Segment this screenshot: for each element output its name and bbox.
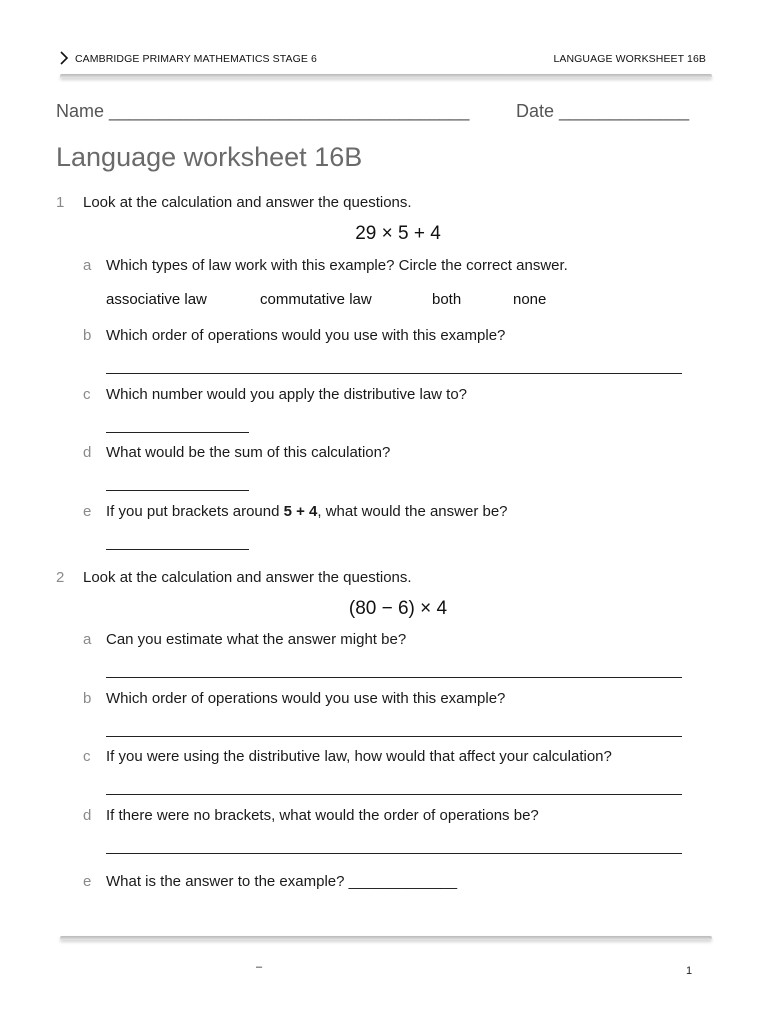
q1e-text-after: , what would the answer be? [317, 503, 508, 520]
date-label: Date [516, 101, 555, 121]
q2b-letter: b [83, 690, 92, 707]
page-title: Language worksheet 16B [56, 142, 363, 172]
q2a-text: Can you estimate what the answer might be? [106, 631, 407, 648]
question-1-prompt: Look at the calculation and answer the questions. [83, 194, 412, 211]
question-2-calculation: (80 − 6) × 4 [348, 598, 448, 619]
q2a-letter: a [83, 631, 92, 648]
q1b-text: Which order of operations would you use with this example? [106, 327, 506, 344]
q1d-text: What would be the sum of this calculation? [106, 444, 391, 461]
q1b-answer-line[interactable] [106, 373, 682, 374]
q2c-text: If you were using the distributive law, how would that affect your calculation? [106, 748, 612, 765]
q1c-answer-line[interactable] [106, 432, 249, 433]
q2d-letter: d [83, 807, 92, 824]
q1c-letter: c [83, 386, 91, 403]
q1a-letter: a [83, 257, 92, 274]
q2e-question: What is the answer to the example? [106, 873, 345, 890]
option-both[interactable]: both [432, 291, 462, 308]
q1a-text: Which types of law work with this example? Circle the correct answer. [106, 257, 568, 274]
q1b-letter: b [83, 327, 92, 344]
question-1-calculation: 29 × 5 + 4 [355, 223, 441, 244]
q1e-answer-line[interactable] [106, 549, 249, 550]
option-associative-law[interactable]: associative law [106, 291, 207, 308]
q2d-answer-line[interactable] [106, 853, 682, 854]
name-label: Name [56, 101, 105, 121]
name-field [56, 101, 469, 122]
q1d-answer-line[interactable] [106, 490, 249, 491]
date-blank: _____________ [559, 101, 690, 121]
q2e-letter: e [83, 873, 92, 890]
q2e-text [106, 873, 457, 890]
q1d-letter: d [83, 444, 92, 461]
header-left: CAMBRIDGE PRIMARY MATHEMATICS STAGE 6 [75, 53, 317, 65]
date-field [516, 101, 689, 122]
q1e-letter: e [83, 503, 92, 520]
q1e-bold-expression: 5 + 4 [283, 503, 318, 520]
footer-dash: – [256, 961, 263, 973]
q1c-text: Which number would you apply the distributive law to? [106, 386, 468, 403]
question-2-number: 2 [56, 569, 65, 586]
q2c-letter: c [83, 748, 91, 765]
q2b-text: Which order of operations would you use with this example? [106, 690, 506, 707]
q1e-text-before: If you put brackets around [106, 503, 284, 520]
q2a-answer-line[interactable] [106, 677, 682, 678]
option-commutative-law[interactable]: commutative law [260, 291, 372, 308]
name-blank: ____________________________________ [109, 101, 470, 121]
page-number: 1 [686, 965, 693, 977]
footer-divider [60, 936, 712, 940]
question-2-prompt: Look at the calculation and answer the questions. [83, 569, 412, 586]
q2b-answer-line[interactable] [106, 736, 682, 737]
chevron-right-icon [58, 50, 70, 66]
option-none[interactable]: none [513, 291, 547, 308]
header-divider [60, 74, 712, 78]
q2d-text: If there were no brackets, what would the order of operations be? [106, 807, 539, 824]
q2c-answer-line[interactable] [106, 794, 682, 795]
header-right: LANGUAGE WORKSHEET 16B [553, 53, 706, 65]
q1e-text [106, 503, 508, 520]
question-1-number: 1 [56, 194, 65, 211]
q2e-answer-blank[interactable]: _____________ [348, 873, 458, 890]
